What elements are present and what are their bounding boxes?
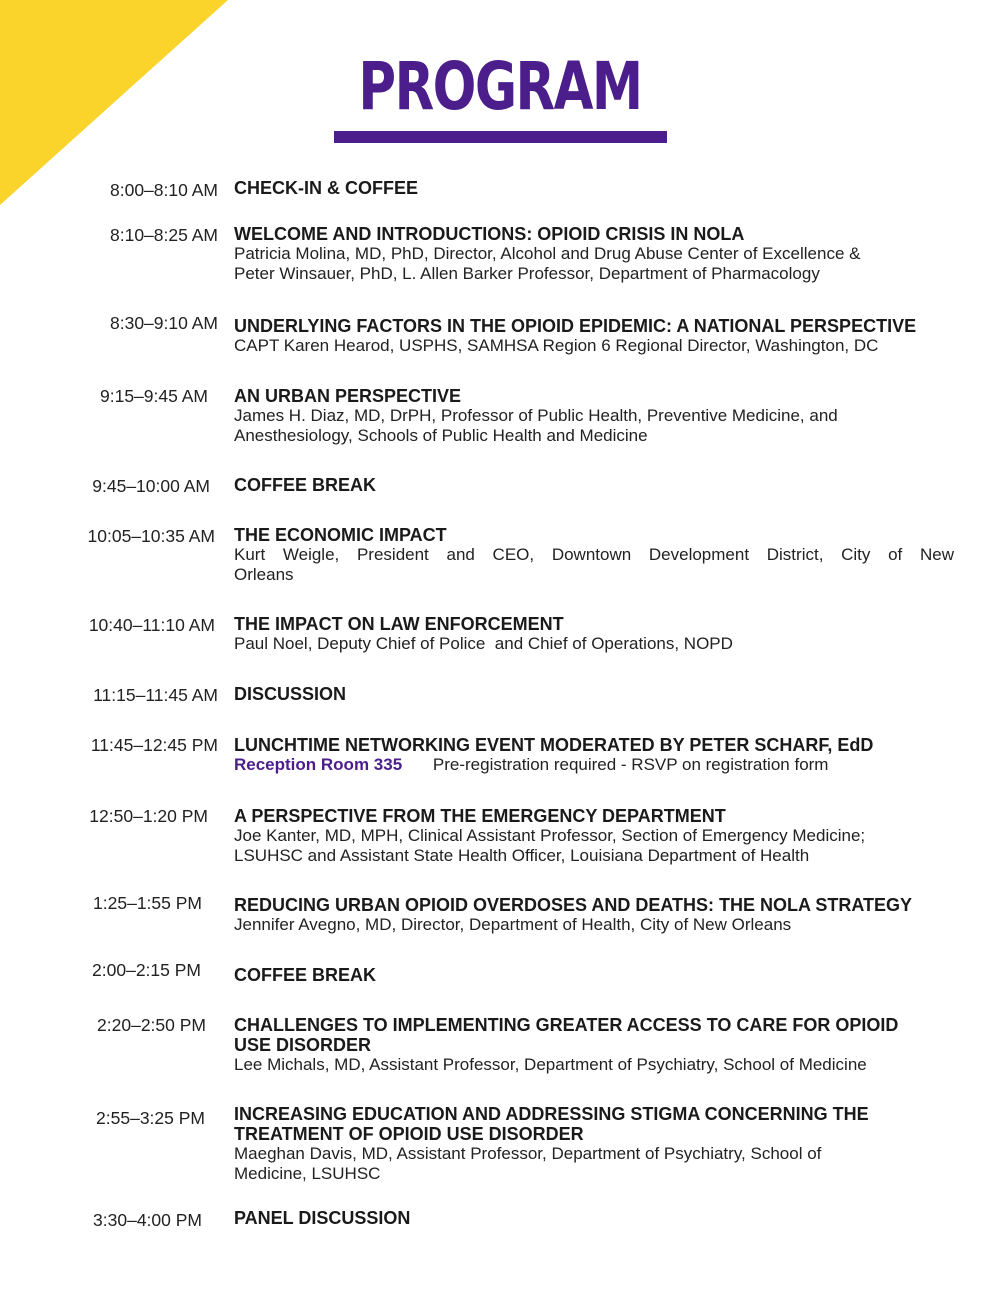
session-title: PANEL DISCUSSION — [234, 1208, 411, 1228]
room-label: Reception Room 335 — [234, 755, 403, 774]
session-time: 1:25–1:55 PM — [93, 893, 202, 913]
session-time: 10:05–10:35 AM — [87, 526, 215, 546]
session-title: USE DISORDER — [234, 1035, 372, 1055]
session-time: 8:30–9:10 AM — [110, 313, 218, 333]
registration-note: Pre-registration required - RSVP on registration form — [432, 755, 829, 774]
session-title: COFFEE BREAK — [234, 965, 377, 985]
session-time: 9:15–9:45 AM — [100, 386, 208, 406]
session-time: 2:55–3:25 PM — [96, 1108, 205, 1128]
session-title: THE ECONOMIC IMPACT — [234, 525, 447, 545]
session-title: CHECK-IN & COFFEE — [234, 178, 418, 198]
session-time: 3:30–4:00 PM — [93, 1210, 202, 1230]
session-speaker: Patricia Molina, MD, PhD, Director, Alcohol and Drug Abuse Center of Excellence & — [234, 244, 861, 263]
session-speaker: Anesthesiology, Schools of Public Health and Medicine — [234, 426, 648, 445]
session-speaker: CAPT Karen Hearod, USPHS, SAMHSA Region 6 Regional Director, Washington, DC — [234, 336, 879, 355]
session-speaker: Peter Winsauer, PhD, L. Allen Barker Professor, Department of Pharmacology — [234, 264, 820, 283]
session-title: DISCUSSION — [234, 684, 347, 704]
session-location-row — [234, 755, 954, 775]
session-title: TREATMENT OF OPIOID USE DISORDER — [234, 1124, 584, 1144]
session-time: 10:40–11:10 AM — [88, 615, 215, 635]
session-time: 2:00–2:15 PM — [92, 960, 201, 980]
session-title: WELCOME AND INTRODUCTIONS: OPIOID CRISIS IN NOLA — [234, 224, 745, 244]
session-title: REDUCING URBAN OPIOID OVERDOSES AND DEATHS: THE NOLA STRATEGY — [234, 895, 913, 915]
session-speaker: Maeghan Davis, MD, Assistant Professor, Department of Psychiatry, School of — [234, 1144, 822, 1163]
session-speaker: Joe Kanter, MD, MPH, Clinical Assistant Professor, Section of Emergency Medicine; — [234, 826, 866, 845]
session-title: LUNCHTIME NETWORKING EVENT MODERATED BY PETER SCHARF, EdD — [234, 735, 874, 755]
session-speaker: Jennifer Avegno, MD, Director, Department of Health, City of New Orleans — [234, 915, 792, 934]
session-title: COFFEE BREAK — [234, 475, 377, 495]
session-speaker: James H. Diaz, MD, DrPH, Professor of Public Health, Preventive Medicine, and — [234, 406, 838, 425]
session-speaker: Orleans — [234, 565, 294, 584]
session-time: 12:50–1:20 PM — [89, 806, 208, 826]
session-time: 2:20–2:50 PM — [97, 1015, 206, 1035]
session-title: CHALLENGES TO IMPLEMENTING GREATER ACCESS TO CARE FOR OPIOID — [234, 1015, 899, 1035]
page-title: PROGRAM — [358, 48, 642, 125]
session-title: A PERSPECTIVE FROM THE EMERGENCY DEPARTMENT — [234, 806, 726, 826]
session-time: 11:15–11:45 AM — [93, 685, 218, 705]
session-title: THE IMPACT ON LAW ENFORCEMENT — [234, 614, 564, 634]
session-time: 8:00–8:10 AM — [110, 180, 218, 200]
session-title: UNDERLYING FACTORS IN THE OPIOID EPIDEMIC: A NATIONAL PERSPECTIVE — [234, 316, 917, 336]
session-speaker: LSUHSC and Assistant State Health Officer, Louisiana Department of Health — [234, 846, 810, 865]
session-title: INCREASING EDUCATION AND ADDRESSING STIGMA CONCERNING THE — [234, 1104, 869, 1124]
session-speaker: Medicine, LSUHSC — [234, 1164, 381, 1183]
session-time: 8:10–8:25 AM — [110, 225, 218, 245]
session-speaker: Lee Michals, MD, Assistant Professor, Department of Psychiatry, School of Medicine — [234, 1055, 867, 1074]
session-time: 9:45–10:00 AM — [92, 476, 210, 496]
session-speaker: Kurt Weigle, President and CEO, Downtown Development District, City of New — [234, 545, 954, 564]
session-title: AN URBAN PERSPECTIVE — [234, 386, 462, 406]
session-time: 11:45–12:45 PM — [90, 735, 218, 755]
session-speaker: Paul Noel, Deputy Chief of Police and Chief of Operations, NOPD — [234, 634, 733, 653]
